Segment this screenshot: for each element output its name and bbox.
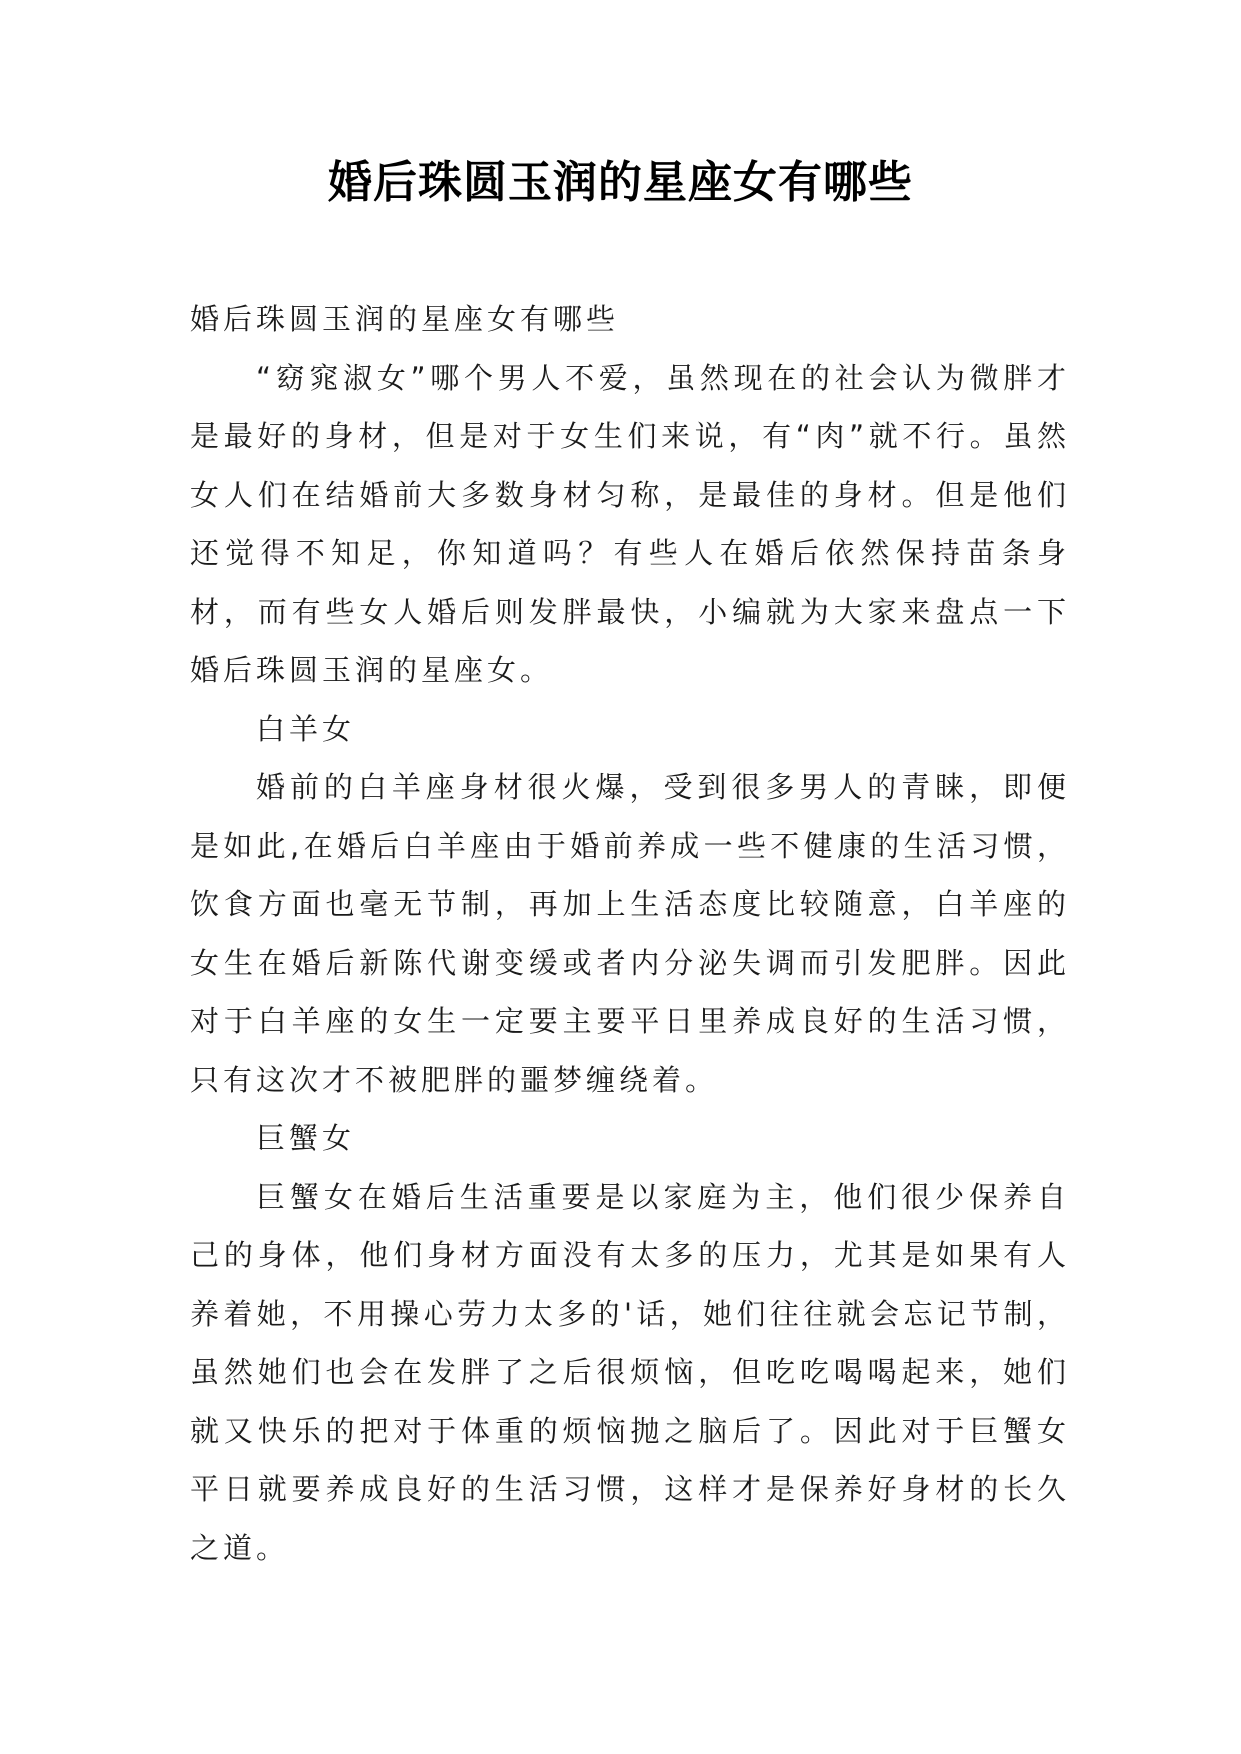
section-heading-cancer: 巨蟹女 bbox=[256, 1121, 356, 1155]
document-title: 婚后珠圆玉润的星座女有哪些 bbox=[328, 157, 913, 208]
section-body-cancer: 巨蟹女在婚后生活重要是以家庭为主，他们很少保养自己的身体，他们身材方面没有太多的压力，尤其是如果有人养着她，不用操心劳力太多的'话，她们往往就会忘记节制，虽然她们也会在发胖了之后很烦恼，但吃吃喝喝起来，她们就又快乐的把对于体重的烦恼抛之脑后了。因此对于巨蟹女平日就要养成良好的生活习惯，这样才是保养好身材的长久之道。 bbox=[190, 1179, 1070, 1565]
document-subtitle: 婚后珠圆玉润的星座女有哪些 bbox=[190, 302, 620, 336]
section-heading-aries: 白羊女 bbox=[256, 711, 356, 746]
intro-paragraph: “窈窕淑女”哪个男人不爱，虽然现在的社会认为微胖才是最好的身材，但是对于女生们来说，有“肉”就不行。虽然女人们在结婚前大多数身材匀称，是最佳的身材。但是他们还觉得不知足，你知道吗？有些人在婚后依然保持苗条身材，而有些女人婚后则发胖最快，小编就为大家来盘点一下婚后珠圆玉润的星座女。 bbox=[190, 360, 1070, 687]
section-body-aries: 婚前的白羊座身材很火爆，受到很多男人的青睐，即便是如此,在婚后白羊座由于婚前养成一些不健康的生活习惯，饮食方面也毫无节制，再加上生活态度比较随意，白羊座的女生在婚后新陈代谢变缓或者内分泌失调而引发肥胖。因此对于白羊座的女生一定要主要平日里养成良好的生活习惯，只有这次才不被肥胖的噩梦缠绕着。 bbox=[190, 770, 1070, 1097]
document-body bbox=[190, 290, 1070, 1577]
